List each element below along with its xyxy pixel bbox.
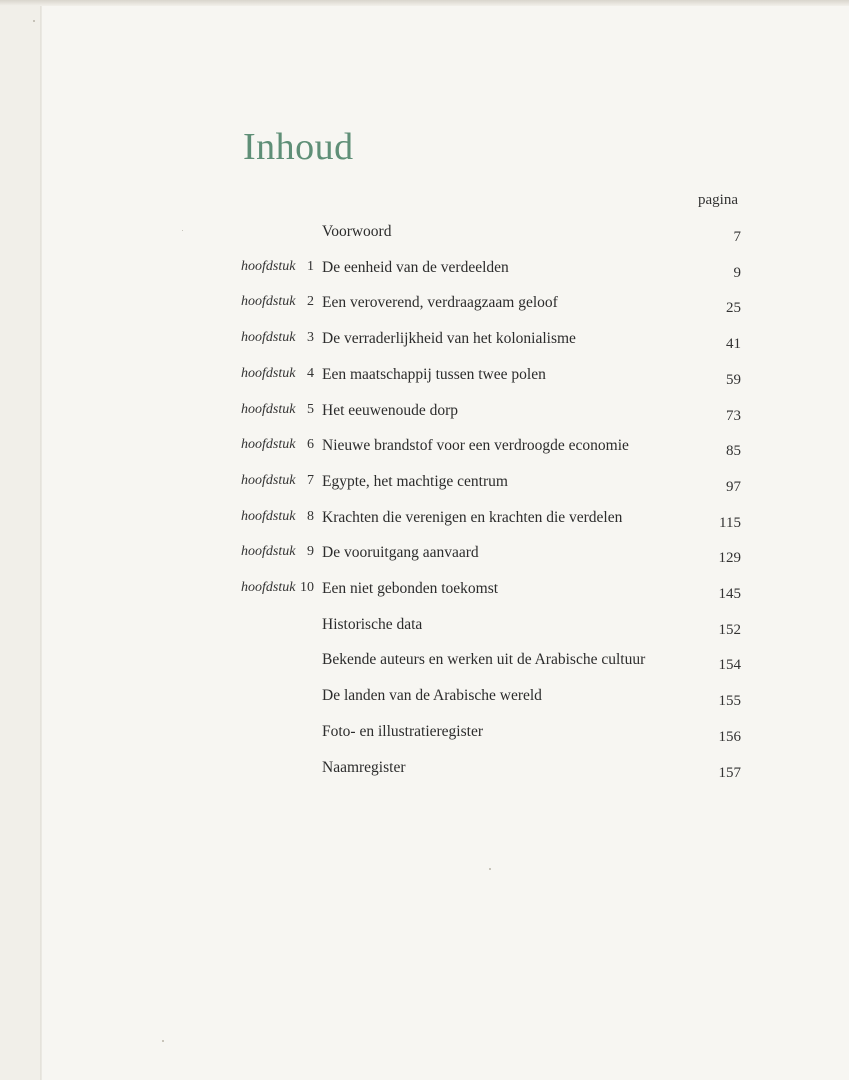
chapter-label: hoofdstuk <box>241 437 296 452</box>
entry-page-number: 129 <box>718 550 741 566</box>
entry-title: Foto- en illustratieregister <box>322 723 483 740</box>
entry-page-number: 157 <box>718 765 741 781</box>
chapter-label: hoofdstuk <box>241 259 296 274</box>
chapter-number: 1 <box>307 259 314 274</box>
toc-entry <box>0 723 849 747</box>
toc-entry <box>0 366 849 390</box>
paper-speck <box>489 868 491 870</box>
chapter-label: hoofdstuk <box>241 294 296 309</box>
entry-title: Een veroverend, verdraagzaam geloof <box>322 294 558 311</box>
chapter-label: hoofdstuk <box>241 402 296 417</box>
entry-page-number: 25 <box>726 300 741 316</box>
toc-entry <box>0 651 849 675</box>
chapter-label: hoofdstuk <box>241 580 296 595</box>
toc-entry <box>0 330 849 354</box>
entry-page-number: 9 <box>733 265 741 281</box>
entry-page-number: 85 <box>726 443 741 459</box>
toc-entry <box>0 544 849 568</box>
toc-entry <box>0 223 849 247</box>
toc-entry <box>0 759 849 783</box>
chapter-label: hoofdstuk <box>241 509 296 524</box>
entry-page-number: 41 <box>726 336 741 352</box>
toc-entry <box>0 294 849 318</box>
paper-speck <box>182 230 183 231</box>
entry-page-number: 115 <box>719 515 741 531</box>
entry-page-number: 7 <box>733 229 741 245</box>
chapter-number: 6 <box>307 437 314 452</box>
entry-title: Krachten die verenigen en krachten die verdelen <box>322 509 623 526</box>
toc-entry <box>0 473 849 497</box>
entry-title: De vooruitgang aanvaard <box>322 544 479 561</box>
toc-entry <box>0 509 849 533</box>
entry-title: De landen van de Arabische wereld <box>322 687 542 704</box>
paper-speck <box>33 20 35 22</box>
entry-page-number: 156 <box>718 729 741 745</box>
toc-entry <box>0 437 849 461</box>
chapter-number: 2 <box>307 294 314 309</box>
toc-entry <box>0 687 849 711</box>
entry-title: Voorwoord <box>322 223 392 240</box>
entry-page-number: 152 <box>718 622 741 638</box>
entry-title: De eenheid van de verdeelden <box>322 259 509 276</box>
entry-title: Historische data <box>322 616 423 633</box>
entry-title: Bekende auteurs en werken uit de Arabische cultuur <box>322 651 646 668</box>
chapter-number: 10 <box>300 580 314 595</box>
paper-speck <box>162 1040 164 1042</box>
entry-page-number: 155 <box>718 693 741 709</box>
page-title: Inhoud <box>243 126 354 168</box>
entry-page-number: 59 <box>726 372 741 388</box>
entry-title: Egypte, het machtige centrum <box>322 473 508 490</box>
entry-title: Nieuwe brandstof voor een verdroogde economie <box>322 437 629 454</box>
entry-page-number: 97 <box>726 479 741 495</box>
entry-title: Het eeuwenoude dorp <box>322 402 459 419</box>
toc-entry <box>0 259 849 283</box>
entry-title: De verraderlijkheid van het kolonialisme <box>322 330 576 347</box>
entry-title: Een niet gebonden toekomst <box>322 580 499 597</box>
toc-entry <box>0 580 849 604</box>
entry-page-number: 73 <box>726 408 741 424</box>
chapter-label: hoofdstuk <box>241 473 296 488</box>
chapter-label: hoofdstuk <box>241 330 296 345</box>
chapter-number: 4 <box>307 366 314 381</box>
chapter-number: 3 <box>307 330 314 345</box>
toc-entry <box>0 402 849 426</box>
chapter-number: 9 <box>307 544 314 559</box>
page-column-header: pagina <box>698 192 738 208</box>
toc-entry <box>0 616 849 640</box>
entry-title: Naamregister <box>322 759 406 776</box>
chapter-number: 5 <box>307 402 314 417</box>
chapter-number: 8 <box>307 509 314 524</box>
chapter-label: hoofdstuk <box>241 544 296 559</box>
entry-page-number: 145 <box>718 586 741 602</box>
chapter-label: hoofdstuk <box>241 366 296 381</box>
chapter-number: 7 <box>307 473 314 488</box>
entry-title: Een maatschappij tussen twee polen <box>322 366 546 383</box>
entry-page-number: 154 <box>718 657 741 673</box>
